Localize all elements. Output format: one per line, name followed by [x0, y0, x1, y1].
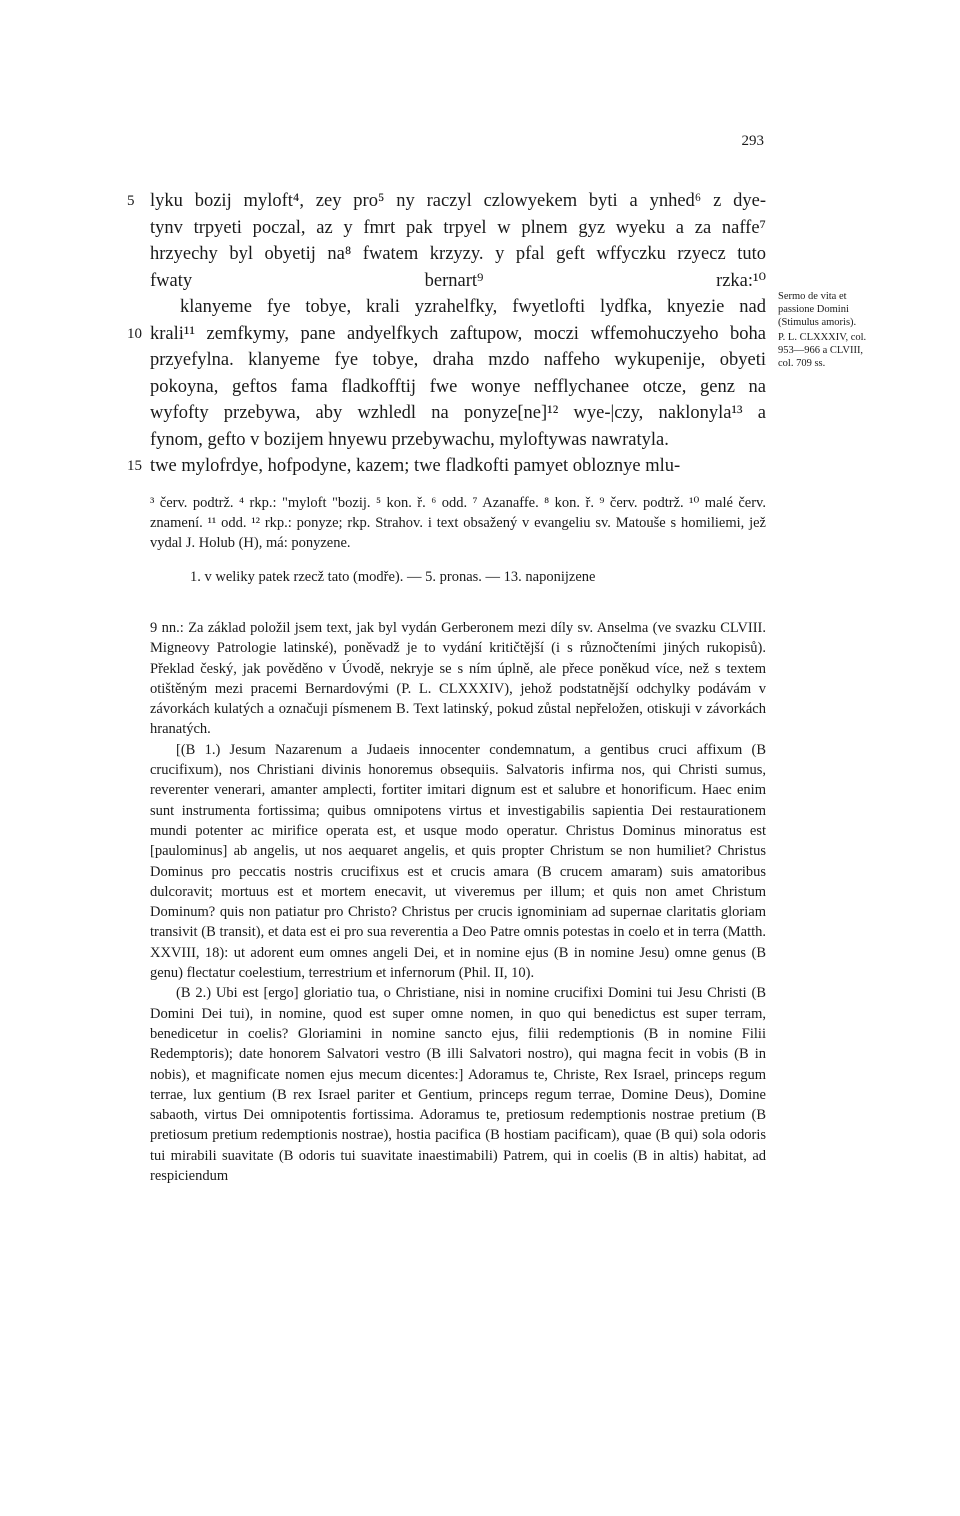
- main-text: [127, 188, 766, 480]
- margin-note: Sermo de vita et passione Domini (Stimulus amoris).: [778, 291, 857, 328]
- text-line: [150, 400, 766, 427]
- line-text: fynom, gefto v bozijem hnyewu przebywachu, myloftywas nawratyla.: [150, 429, 669, 450]
- line-text: krali¹¹ zemfkymy, pane andyelfkych zaftupow, moczi wffemohuczyeho boha: [150, 323, 766, 344]
- text-line: [127, 321, 766, 348]
- line-text: lyku bozij myloft⁴, zey pro⁵ ny raczyl czlowyekem byti a ynhed⁶ z dye-: [150, 191, 766, 211]
- commentary-paragraph: (B 2.) Ubi est [ergo] gloriatio tua, o Christiane, nisi in nomine crucifixi Domini tui Jesu Christi (B Domini Dei tui), in nomine, quod est super omne nomen, in quo qui benedictus est super terram, benedicetur in coelis? Gloriamini in nomine sancto ejus, filii redemptionis (B in nomine Filii Redemptoris); date honorem Salvatori vestro (B illi Salvatori nostro), qui magna fecit in vobis (B in nobis), et magnificate nomen ejus mecum dicentes:] Adoramus te, Christe, Rex Israel, princeps regum terrae, lux gentium (B rex Israel pariter et Gentium, princeps regum terrae, Domine Deus), Domine sabaoth, virtus Dei omnipotentis fortissima. Adoramus te, pretiosum redemptionis nostrae pretium (B pretiosum pretium redemptionis nostrae), hostia pacifica (B hostiam pacificam), quae (B qui) sola odoris tui mirabili suavitate (B odoris tui suavitate inaestimabili) Patrem, qui in coelis (B in altis) habitat, ad respiciendum: [150, 985, 766, 1185]
- line-text: klanyeme fye tobye, krali yzrahelfky, fwyetlofti lydfka, knyezie nad: [180, 297, 766, 317]
- text-line: [150, 427, 766, 454]
- commentary-paragraph: [(B 1.) Jesum Nazarenum a Judaeis innocenter condemnatum, a gentibus cruci affixum (B crucifixum), nos Christiani divinis honoremus obsequiis. Salvatoris infirma nos, qui Christi sumus, reverenter venerari, amanter amplecti, fortiter imitari dignum est et salubre et honorificum. Haec enim sunt instrumenta fortissima; quibus omnipotens virtus et investigabilis sapientia Dei restaurationem mundi potenter ac mirifice operata est, et usque modo operatur. Christus Dominus minoratus est [paulominus] ab angelis, ut nos aequaret angelis, et quis propter Christum se non humiliet? Christus Dominus pro peccatis nostris crucifixus est et crucis amara (B crucem amaram) suis amatoribus dulcoravit; mortuus est et mortem enecavit, ut viveremus per illum; et quis non amet Christum Dominum? quis non patiatur pro Christo? Christus per crucis ignominiam ad supernae claritatis gloriam transivit (B transit), et data est ei pro sua reverentia a Deo Patre omnis potestas in coelo et in terra (Matth. XXVIII, 18): ut adorent eum omnes angeli Dei, et in nomine ejus (B in nomine Jesu) omne genus (B genu) flectatur coelestium, terrestrium et infernorum (Phil. II, 10).: [150, 741, 766, 982]
- line-text: przyefylna. klanyeme fye tobye, draha mzdo naffeho wykupenije, obyeti: [150, 350, 766, 370]
- line-number: 15: [127, 458, 142, 474]
- text-line: [127, 453, 766, 480]
- text-line: [150, 294, 766, 321]
- commentary: [150, 618, 766, 1186]
- margin-notes: [778, 290, 878, 372]
- line-number: 5: [127, 193, 135, 209]
- text-line: [150, 347, 766, 374]
- line-text: pokoyna, geftos fama fladkofftij fwe wonye nefflychanee otcze, genz na: [150, 376, 766, 397]
- apparatus-variants: 1. v weliky patek rzecž tato (modře). — 5. pronas. — 13. naponijzene: [190, 569, 596, 585]
- margin-note: P. L. CLXXXIV, col. 953—966 a CLVIII, col. 709 ss.: [778, 332, 867, 369]
- line-text: hrzyechy byl obyetij na⁸ fwatem krzyzy. y pfal geft wffyczku rzyecz tuto: [150, 244, 766, 264]
- line-number: 10: [127, 325, 142, 342]
- page-number: 293: [741, 133, 764, 149]
- text-line: [150, 268, 766, 295]
- text-line: [150, 241, 766, 268]
- text-line: [150, 215, 766, 242]
- line-text: twe mylofrdye, hofpodyne, kazem; twe fladkofti pamyet obloznye mlu-: [150, 456, 681, 476]
- line-text: fwaty bernart⁹ rzka:¹⁰: [150, 270, 766, 291]
- critical-apparatus: [150, 493, 766, 587]
- commentary-paragraph: 9 nn.: Za základ položil jsem text, jak byl vydán Gerberonem mezi díly sv. Anselma (ve svazku CLVIII. Migneovy Patrologie latinské), poněvadž je to vydání kritičtější (i s různočteními jiných rukopisů). Překlad český, jak pověděno v Úvodě, nekryje se s ním úplně, ale přece poněkud více, než s textem otištěným mezi pracemi Bernardovými (P. L. CLXXXIV), jehož podstatnější odchylky podávám v závorkách kulatých a označuji písmenem B. Text latinský, pokud zůstal nepřeložen, otiskuji v závorkách hranatých.: [150, 620, 766, 738]
- line-text: tynv trpyeti poczal, az y fmrt pak trpyel w plnem gyz wyeku a za naffe⁷: [150, 217, 766, 238]
- text-line: [150, 374, 766, 401]
- line-text: wyfofty przebywa, aby wzhledl na ponyze[ne]¹² wye-|czy, naklonyla¹³ a: [150, 403, 766, 423]
- apparatus-notes: ³ červ. podtrž. ⁴ rkp.: "myloft "bozij. ⁵ kon. ř. ⁶ odd. ⁷ Azanaffe. ⁸ kon. ř. ⁹ červ. podtrž. ¹⁰ malé červ. znamení. ¹¹ odd. ¹² rkp.: ponyze; rkp. Strahov. i text obsažený v evangeliu sv. Matouše s homiliemi, jež vydal J. Holub (H), má: ponyzene.: [150, 495, 766, 551]
- text-line: [127, 188, 766, 215]
